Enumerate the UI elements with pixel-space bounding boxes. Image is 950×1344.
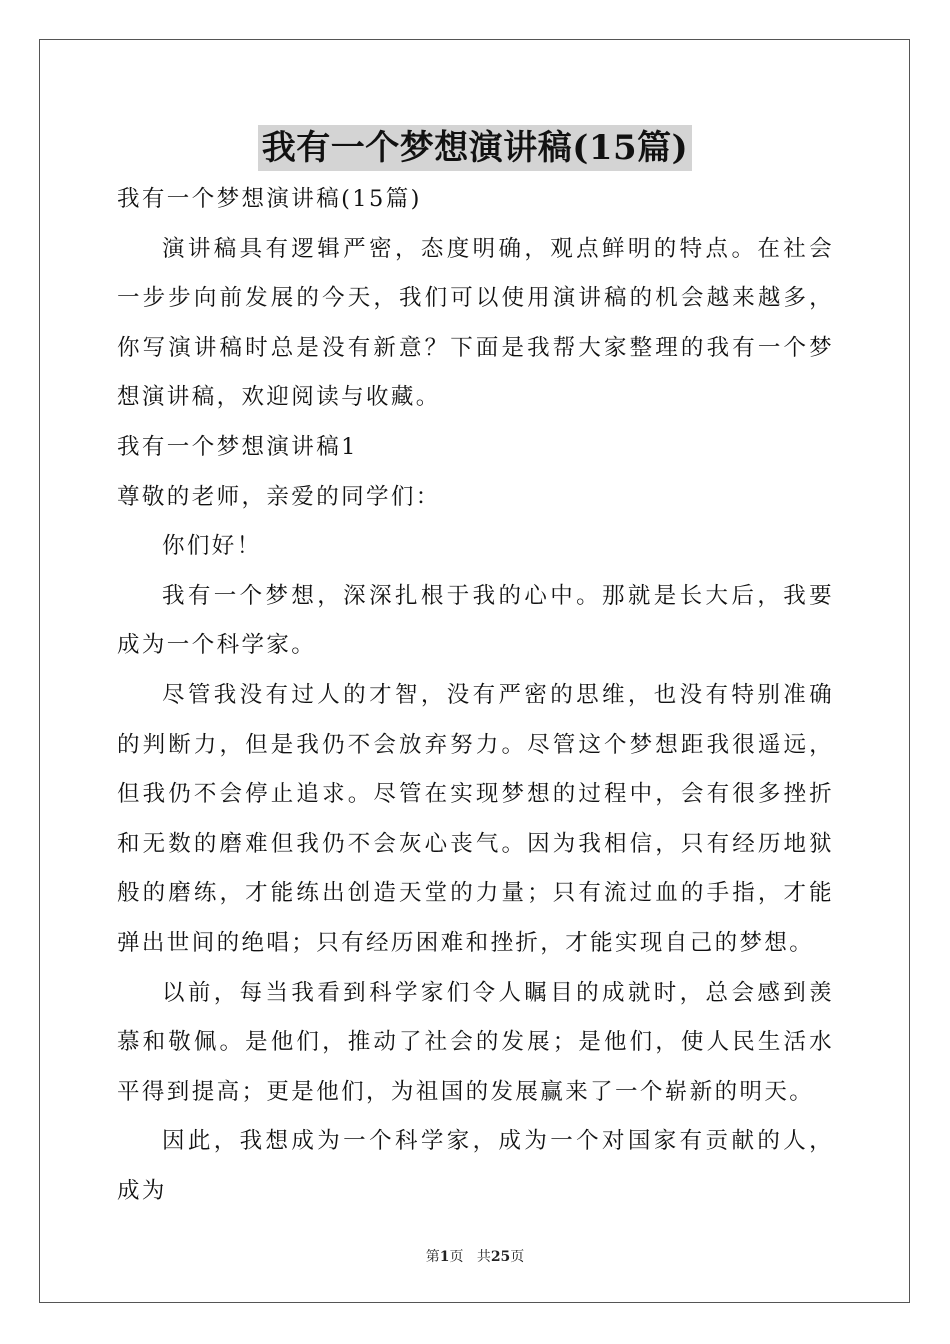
page-number: 1 xyxy=(439,1249,450,1265)
paragraph: 我有一个梦想演讲稿(15篇) xyxy=(117,186,422,212)
document-title: 我有一个梦想演讲稿(15篇) xyxy=(258,125,693,171)
page-prefix: 第 xyxy=(425,1249,440,1265)
paragraph: 尽管我没有过人的才智，没有严密的思维，也没有特别准确的判断力，但是我仍不会放弃努力。尽管这个梦想距我很遥远，但我仍不会停止追求。尽管在实现梦想的过程中，会有很多挫折和无数的磨难但我仍不会灰心丧气。因为我相信，只有经历地狱般的磨练，才能练出创造天堂的力量；只有流过血的手指，才能弹出世间的绝唱；只有经历困难和挫折，才能实现自己的梦想。 xyxy=(117,681,834,956)
page-suffix: 页 xyxy=(449,1249,464,1265)
paragraph: 因此，我想成为一个科学家，成为一个对国家有贡献的人，成为 xyxy=(117,1128,834,1204)
total-suffix: 页 xyxy=(510,1249,525,1265)
paragraph: 我有一个梦想，深深扎根于我的心中。那就是长大后，我要成为一个科学家。 xyxy=(117,582,834,659)
paragraph: 你们好！ xyxy=(162,533,262,560)
paragraph: 我有一个梦想演讲稿1 xyxy=(117,433,358,460)
page-footer xyxy=(0,1247,950,1267)
title-container xyxy=(0,125,950,171)
paragraph: 以前，每当我看到科学家们令人瞩目的成就时，总会感到羡慕和敬佩。是他们，推动了社会的发展；是他们，使人民生活水平得到提高；更是他们，为祖国的发展赢来了一个崭新的明天。 xyxy=(117,979,834,1105)
paragraph: 演讲稿具有逻辑严密，态度明确，观点鲜明的特点。在社会一步步向前发展的今天，我们可以使用演讲稿的机会越来越多，你写演讲稿时总是没有新意？下面是我帮大家整理的我有一个梦想演讲稿，欢迎阅读与收藏。 xyxy=(117,235,834,411)
total-pages: 25 xyxy=(490,1249,511,1265)
total-prefix: 共 xyxy=(476,1249,491,1265)
paragraph: 尊敬的老师，亲爱的同学们： xyxy=(117,483,441,510)
document-body xyxy=(117,175,834,1216)
